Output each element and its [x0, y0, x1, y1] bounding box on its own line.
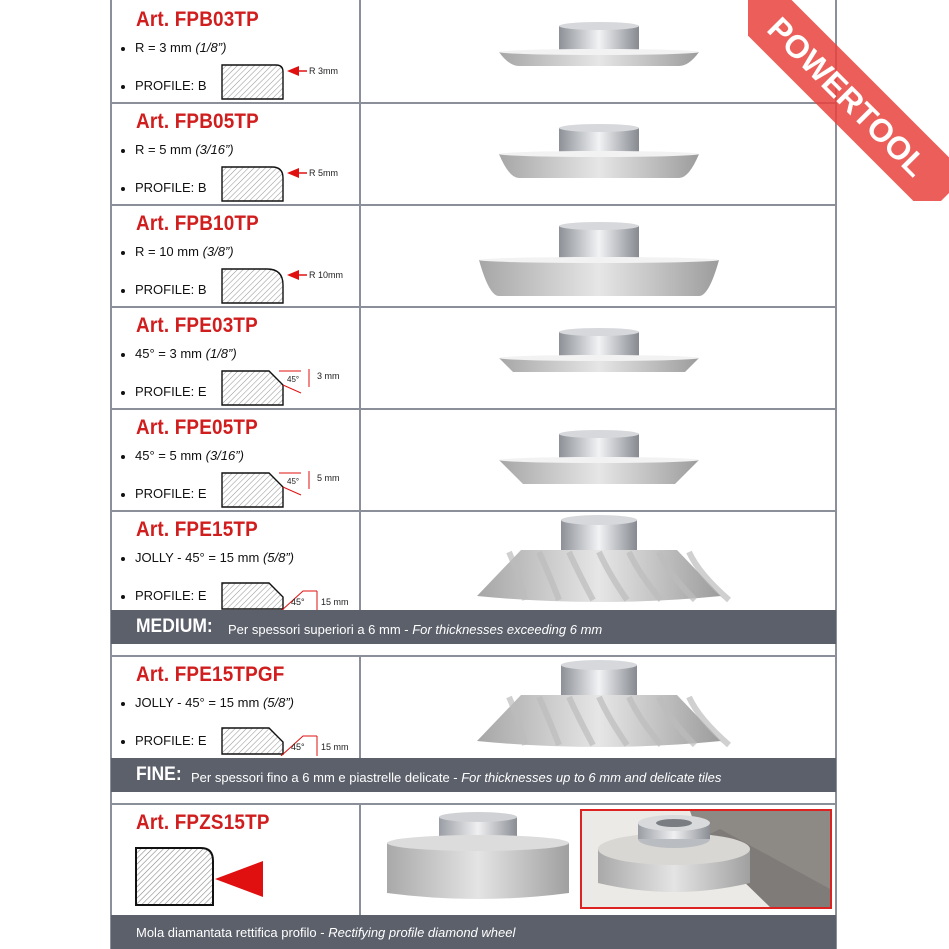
- product-row: [111, 104, 836, 204]
- angle-label: 45°: [291, 597, 305, 607]
- product-row: [111, 410, 836, 510]
- product-code: Art. FPE15TP: [136, 518, 258, 541]
- rectifying-band: [111, 915, 836, 949]
- medium-description: Per spessori superiori a 6 mm - For thicknesses exceeding 6 mm: [228, 622, 603, 637]
- angle-label: 45°: [287, 477, 300, 486]
- dimension-label: 15 mm: [321, 742, 349, 752]
- product-profile: PROFILE: B: [121, 78, 207, 93]
- medium-grade: MEDIUM:: [136, 616, 213, 637]
- product-spec: R = 10 mm (3/8”): [121, 244, 234, 259]
- profile-b-diagram: [221, 59, 371, 101]
- product-row: [111, 512, 836, 612]
- product-code: Art. FPE15TPGF: [136, 663, 285, 686]
- product-row-rectifying: [111, 805, 836, 915]
- product-code: Art. FPB05TP: [136, 110, 259, 133]
- product-row-fine: [111, 657, 836, 757]
- product-row: [111, 2, 836, 102]
- product-code: Art. FPZS15TP: [136, 811, 270, 834]
- product-spec: JOLLY - 45° = 15 mm (5/8”): [121, 695, 294, 710]
- product-spec: R = 5 mm (3/16”): [121, 142, 234, 157]
- product-profile: PROFILE: E: [121, 486, 207, 501]
- profile-b-diagram: [221, 263, 371, 305]
- product-spec: 45° = 3 mm (1/8”): [121, 346, 237, 361]
- profile-e-diagram: [221, 365, 371, 407]
- dimension-label: 15 mm: [321, 597, 349, 607]
- product-profile: PROFILE: E: [121, 733, 207, 748]
- fine-description: Per spessori fino a 6 mm e piastrelle delicate - For thicknesses up to 6 mm and delicate tiles: [191, 770, 722, 785]
- profile-b-diagram: [221, 161, 371, 203]
- product-profile: PROFILE: B: [121, 282, 207, 297]
- dimension-label: 5 mm: [317, 473, 340, 483]
- product-code: Art. FPE05TP: [136, 416, 258, 439]
- product-spec: JOLLY - 45° = 15 mm (5/8”): [121, 550, 294, 565]
- dimension-label: 3 mm: [317, 371, 340, 381]
- rectifying-description: Mola diamantata rettifica profilo - Rectifying profile diamond wheel: [136, 925, 516, 940]
- profile-e-diagram: [221, 569, 371, 611]
- powertool-watermark: [748, 0, 949, 201]
- fine-band: [111, 758, 836, 792]
- product-profile: PROFILE: E: [121, 384, 207, 399]
- watermark-text: POWERTOOL: [760, 10, 934, 184]
- fine-wheel-photo: [361, 657, 836, 757]
- angle-label: 45°: [291, 742, 305, 752]
- dimension-label: R 5mm: [309, 168, 338, 178]
- wheel-photo: [361, 206, 836, 306]
- product-profile: PROFILE: B: [121, 180, 207, 195]
- medium-band: [111, 610, 836, 644]
- wheel-on-tile-photo: [580, 809, 832, 909]
- wheel-photo: [361, 512, 836, 612]
- fine-grade: FINE:: [136, 764, 182, 785]
- product-row: [111, 308, 836, 408]
- product-row: [111, 206, 836, 306]
- rectifying-profile-diagram: [133, 845, 273, 909]
- profile-e-diagram: [221, 714, 371, 756]
- product-spec: R = 3 mm (1/8”): [121, 40, 226, 55]
- product-code: Art. FPE03TP: [136, 314, 258, 337]
- product-spec: 45° = 5 mm (3/16”): [121, 448, 244, 463]
- product-code: Art. FPB03TP: [136, 8, 259, 31]
- profile-e-diagram: [221, 467, 371, 509]
- wheel-photo: [361, 308, 836, 408]
- product-code: Art. FPB10TP: [136, 212, 259, 235]
- dimension-label: R 10mm: [309, 270, 344, 280]
- product-profile: PROFILE: E: [121, 588, 207, 603]
- wheel-photo-left: [361, 805, 591, 915]
- wheel-photo: [361, 410, 836, 510]
- angle-label: 45°: [287, 375, 300, 384]
- dimension-label: R 3mm: [309, 66, 338, 76]
